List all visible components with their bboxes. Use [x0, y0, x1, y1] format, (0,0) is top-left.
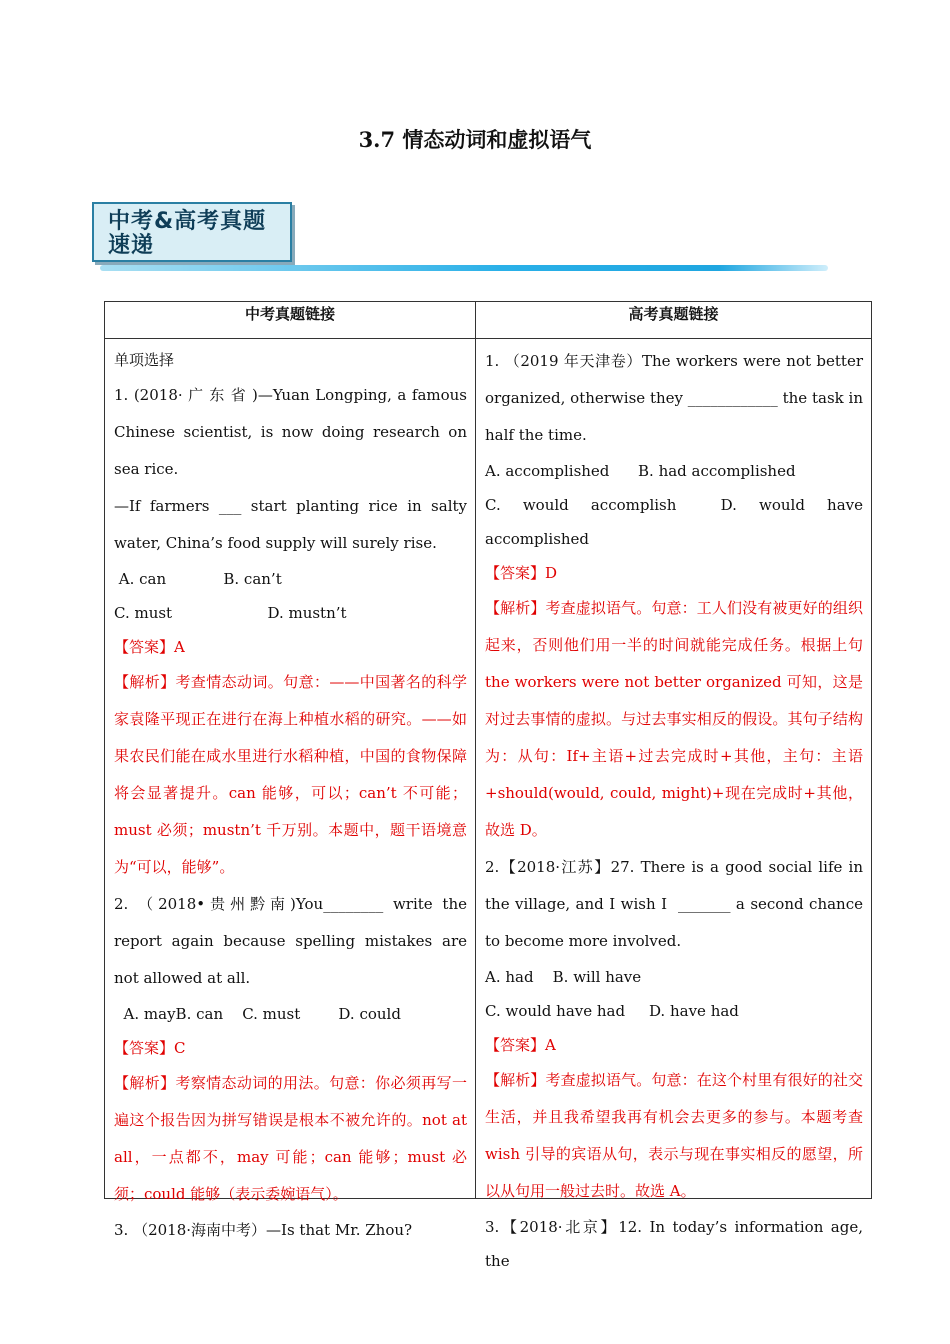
left-paragraph: 【答案】A [114, 638, 185, 656]
left-paragraph: —If farmers ___ start planting rice in salty water, China’s food supply will surely rise. [114, 497, 472, 552]
left-paragraph: 1. (2018· 广 东 省 )—Yuan Longping, a famous Chinese scientist, is now doing research on sea rice. [114, 386, 472, 478]
right-paragraph: 【解析】考查虚拟语气。句意：工人们没有被更好的组织起来，否则他们用一半的时间就能完成任务。根据上句 the workers were not better organized 可知，这是对过去事情的虚拟。与过去事实相反的假设。其句子结构为：从句：If+主语+过去完成时+其他，主句：主语+should(would, could, might)+现在完成时+其他，故选 D。 [485, 599, 868, 839]
banner-line2: 速递 [108, 233, 155, 258]
zhongkao-column [105, 339, 476, 1239]
right-paragraph: 3.【2018·北京】12. In today’s information age, the [485, 1218, 868, 1270]
right-paragraph: 【解析】考查虚拟语气。句意：在这个村里有很好的社交生活，并且我希望我再有机会去更多的参与。本题考查 wish 引导的宾语从句，表示与现在事实相反的愿望，所以从句用一般过去时。故选 A。 [485, 1071, 868, 1200]
left-paragraph: 【解析】考查情态动词。句意：——中国著名的科学家袁隆平现正在进行在海上种植水稻的研究。——如果农民们能在咸水里进行水稻种植，中国的食物保障将会显著提升。can 能够，可以；can’t 不可能；must 必须；mustn’t 千万别。本题中，题干语境意为“可以，能够”。 [114, 673, 467, 876]
right-paragraph: 1. （2019 年天津卷）The workers were not better organized, otherwise they ____________ the task in half the time. [485, 352, 868, 444]
section-banner [92, 202, 292, 262]
question-table [104, 301, 872, 1270]
left-paragraph: 【答案】C [114, 1039, 186, 1057]
zhongkao-content [114, 343, 472, 1239]
right-paragraph: A. accomplished B. had accomplished [485, 462, 796, 480]
right-paragraph: 2.【2018·江苏】27. There is a good social life in the village, and I wish I _______ a second chance to become more involved. [485, 858, 868, 950]
header-zhongkao: 中考真题链接 [105, 302, 476, 339]
right-paragraph: 【答案】A [485, 1036, 556, 1054]
gaokao-column [476, 339, 872, 1270]
header-gaokao: 高考真题链接 [476, 302, 872, 339]
banner-underline [100, 265, 828, 271]
left-paragraph: C. must D. mustn’t [114, 604, 347, 622]
left-paragraph: 【解析】考察情态动词的用法。句意：你必须再写一遍这个报告因为拼写错误是根本不被允许的。not at all，一点都不，may 可能；can 能够；must 必须；could 能够（表示委婉语气）。 [114, 1074, 472, 1203]
gaokao-content [485, 343, 868, 1270]
right-paragraph: C. would have had D. have had [485, 1002, 739, 1020]
left-paragraph: 单项选择 [114, 351, 175, 369]
left-paragraph: A. mayB. can C. must D. could [114, 1005, 401, 1023]
left-paragraph: 2. （2018•贵州黔南)You________ write the report again because spelling mistakes are not allowed at all. [114, 895, 472, 987]
right-paragraph: A. had B. will have [485, 968, 642, 986]
banner-line1: 中考&高考真题 [108, 209, 267, 234]
left-paragraph: 3. （2018·海南中考）—Is that Mr. Zhou? [114, 1221, 413, 1239]
right-paragraph: 【答案】D [485, 564, 558, 582]
page-title: 3.7 情态动词和虚拟语气 [358, 127, 592, 152]
left-paragraph: A. can B. can’t [114, 570, 282, 588]
banner-text [108, 210, 288, 258]
right-paragraph: C. would accomplish D. would have accomplished [485, 496, 868, 548]
